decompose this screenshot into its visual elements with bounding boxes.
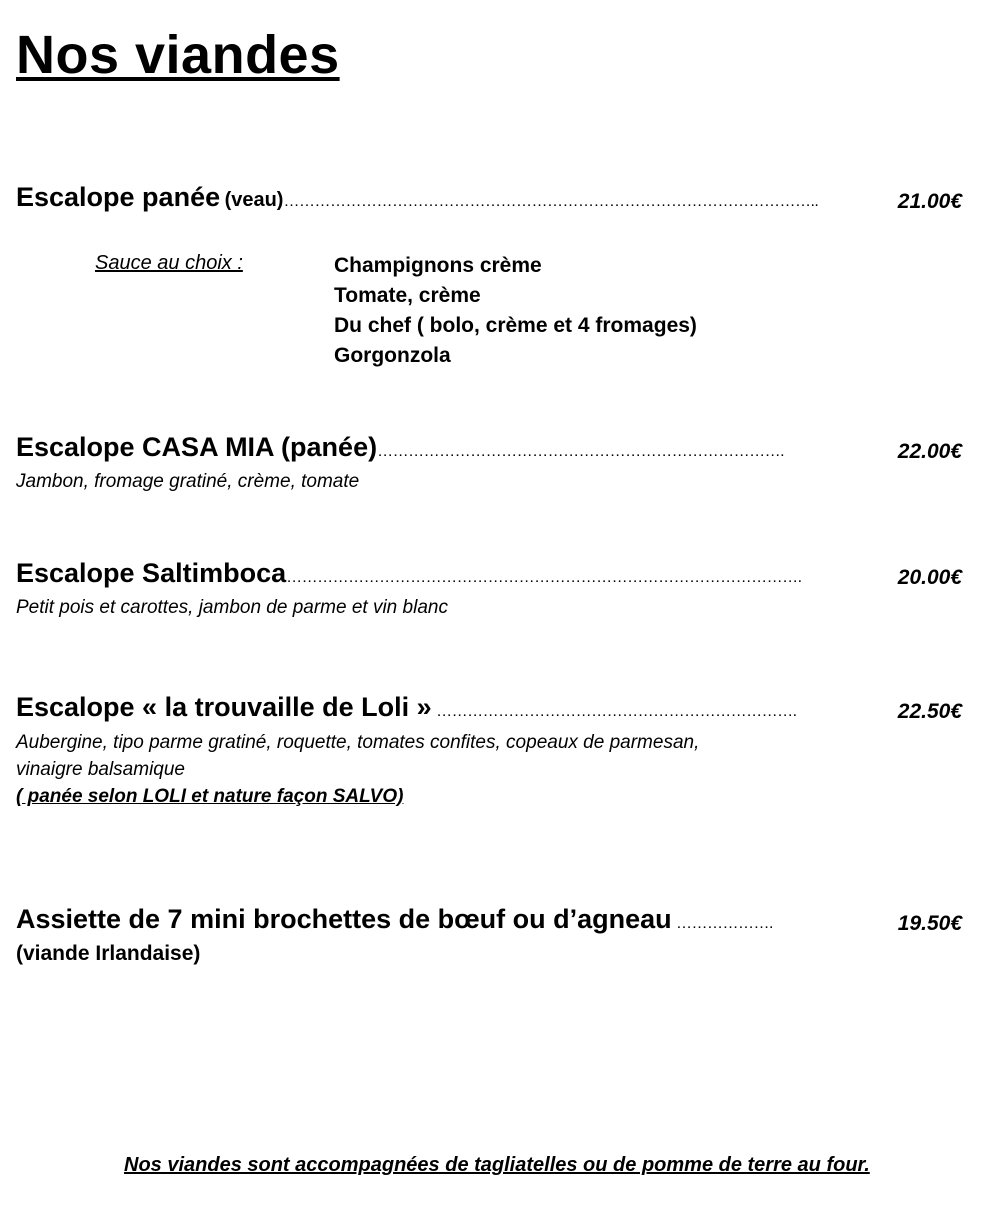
item-name: Assiette de 7 mini brochettes de bœuf ou d’agneau bbox=[16, 904, 672, 934]
sauce-option: Gorgonzola bbox=[334, 344, 451, 367]
leader-dots: ………………………………………………………………………………………….. bbox=[283, 193, 819, 210]
item-description-line: Aubergine, tipo parme gratiné, roquette, tomates confites, copeaux de parmesan, bbox=[16, 732, 700, 753]
leader-dots: ………………………………………………………………………………………. bbox=[286, 569, 802, 586]
sauce-list bbox=[334, 251, 697, 371]
menu-item-brochettes bbox=[16, 904, 811, 935]
item-description: Petit pois et carottes, jambon de parme et vin blanc bbox=[16, 597, 448, 618]
page-title: Nos viandes bbox=[16, 25, 340, 85]
leader-dots: ……………………………………………………………. bbox=[436, 703, 797, 720]
sauce-label: Sauce au choix : bbox=[95, 252, 243, 274]
menu-item-casa-mia bbox=[16, 432, 806, 463]
item-price: 20.00€ bbox=[897, 566, 962, 589]
item-name: Escalope CASA MIA (panée) bbox=[16, 432, 378, 462]
item-description: Jambon, fromage gratiné, crème, tomate bbox=[16, 471, 360, 492]
leader-dots: ………………. bbox=[676, 915, 773, 932]
menu-item-saltimboca bbox=[16, 558, 806, 589]
item-name: Escalope « la trouvaille de Loli » bbox=[16, 692, 432, 722]
item-price: 19.50€ bbox=[897, 912, 962, 935]
leader-dots: ……………………………………………………………………. bbox=[377, 443, 785, 460]
item-name: Escalope panée bbox=[16, 182, 221, 212]
menu-item-trouvaille-loli bbox=[16, 692, 811, 723]
item-name: Escalope Saltimboca bbox=[16, 558, 287, 588]
sauce-option: Champignons crème bbox=[334, 254, 542, 277]
sauce-option: Tomate, crème bbox=[334, 284, 481, 307]
item-description-line: vinaigre balsamique bbox=[16, 759, 185, 780]
menu-item-escalope-panee bbox=[16, 182, 836, 213]
sauce-option: Du chef ( bolo, crème et 4 fromages) bbox=[334, 314, 697, 337]
item-origin: (viande Irlandaise) bbox=[16, 942, 201, 965]
item-price: 21.00€ bbox=[897, 190, 962, 213]
item-note: ( panée selon LOLI et nature façon SALVO) bbox=[16, 786, 404, 807]
footer-note: Nos viandes sont accompagnées de tagliatelles ou de pomme de terre au four. bbox=[124, 1154, 870, 1176]
item-price: 22.00€ bbox=[897, 440, 962, 463]
item-qualifier: (veau) bbox=[224, 189, 284, 211]
item-price: 22.50€ bbox=[897, 700, 962, 723]
